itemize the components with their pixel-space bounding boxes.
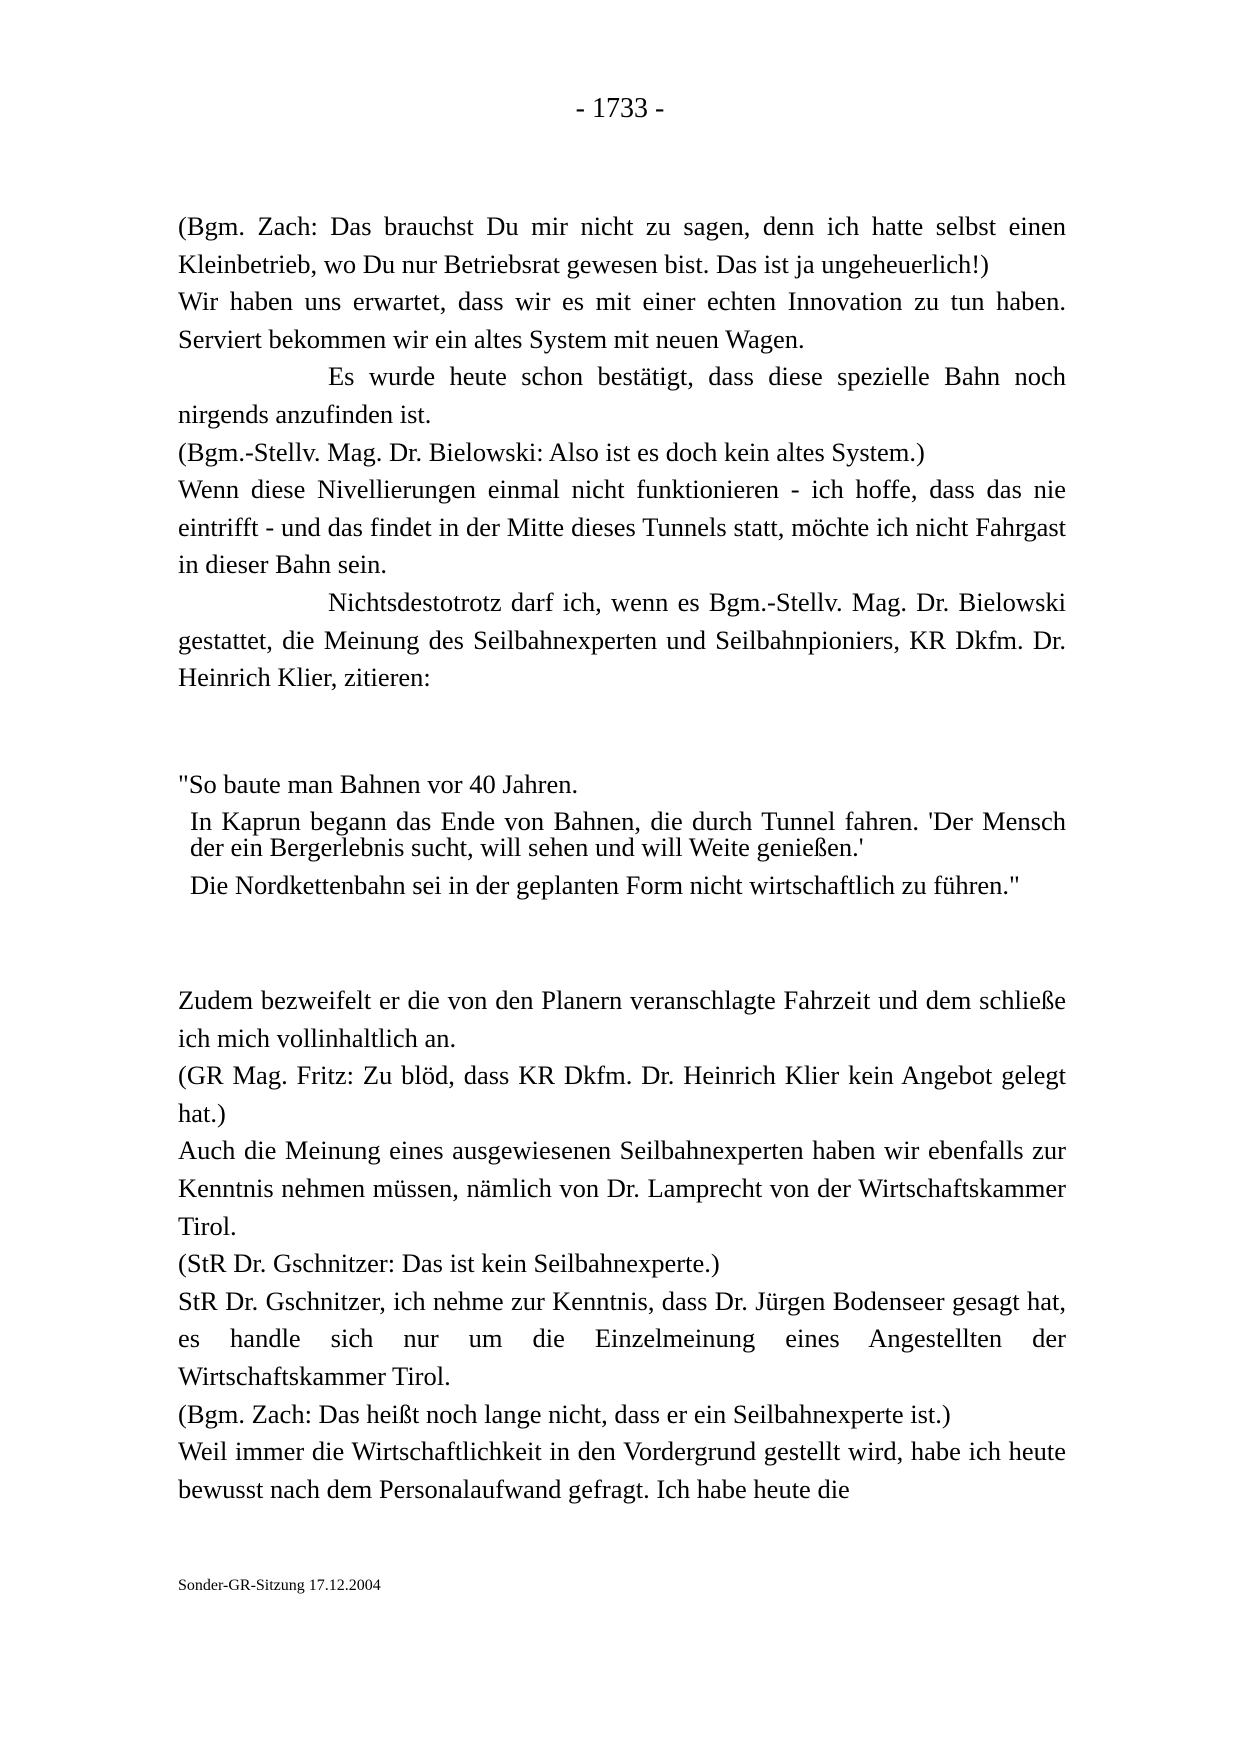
- footer-session-label: Sonder-GR-Sitzung 17.12.2004: [178, 1577, 381, 1594]
- interjection-paragraph: (StR Dr. Gschnitzer: Das ist kein Seilbahnexperte.): [178, 1248, 720, 1279]
- speech-paragraph: Zudem bezweifelt er die von den Planern veranschlagte Fahrzeit und dem schließe ich mich vollinhaltlich an.: [178, 985, 1066, 1053]
- interjection-paragraph: (Bgm. Zach: Das brauchst Du mir nicht zu sagen, denn ich hatte selbst einen Kleinbetrieb, wo Du nur Betriebsrat gewesen bist. Das ist ja ungeheuerlich!): [178, 211, 1066, 279]
- quote-block: [190, 808, 1066, 910]
- interjection-paragraph: (GR Mag. Fritz: Zu blöd, dass KR Dkfm. Dr. Heinrich Klier kein Angebot gelegt hat.): [178, 1060, 1066, 1128]
- speech-paragraph: Auch die Meinung eines ausgewiesenen Seilbahnexperten haben wir ebenfalls zur Kenntnis nehmen müssen, nämlich von Dr. Lamprecht von der Wirtschaftskammer Tirol.: [178, 1135, 1066, 1241]
- interjection-paragraph: (Bgm. Zach: Das heißt noch lange nicht, dass er ein Seilbahnexperte ist.): [178, 1398, 951, 1429]
- quote-paragraph: Die Nordkettenbahn sei in der geplanten Form nicht wirtschaftlich zu führen.": [190, 870, 1020, 900]
- speech-paragraph: Wir haben uns erwartet, dass wir es mit einer echten Innovation zu tun haben. Serviert bekommen wir ein altes System mit neuen Wagen.: [178, 286, 1066, 354]
- body-text-section-2: [178, 982, 1066, 1508]
- quote-paragraph: In Kaprun begann das Ende von Bahnen, die durch Tunnel fahren. 'Der Mensch der ein Bergerlebnis sucht, will sehen und will Weite genießen.': [190, 806, 1066, 862]
- body-text-section-1: [178, 208, 1066, 697]
- speech-paragraph: StR Dr. Gschnitzer, ich nehme zur Kenntnis, dass Dr. Jürgen Bodenseer gesagt hat, es handle sich nur um die Einzelmeinung eines Angestellten der Wirtschaftskammer Tirol.: [178, 1285, 1066, 1391]
- page-number: - 1733 -: [575, 93, 665, 124]
- speech-paragraph: Wenn diese Nivellierungen einmal nicht funktionieren - ich hoffe, dass das nie eintrifft - und das findet in der Mitte dieses Tunnels statt, möchte ich nicht Fahrgast in dieser Bahn sein.: [178, 474, 1066, 580]
- quote-opening-line: "So baute man Bahnen vor 40 Jahren.: [178, 769, 579, 799]
- speech-paragraph: Weil immer die Wirtschaftlichkeit in den Vordergrund gestellt wird, habe ich heute bewusst nach dem Personalaufwand gefragt. Ich habe heute die: [178, 1436, 1066, 1504]
- interjection-paragraph: (Bgm.-Stellv. Mag. Dr. Bielowski: Also ist es doch kein altes System.): [178, 436, 925, 467]
- speech-paragraph: Es wurde heute schon bestätigt, dass diese spezielle Bahn noch nirgends anzufinden ist.: [178, 361, 1066, 429]
- speech-paragraph: Nichtsdestotrotz darf ich, wenn es Bgm.-Stellv. Mag. Dr. Bielowski gestattet, die Meinung des Seilbahnexperten und Seilbahnpioniers, KR Dkfm. Dr. Heinrich Klier, zitieren:: [178, 586, 1066, 693]
